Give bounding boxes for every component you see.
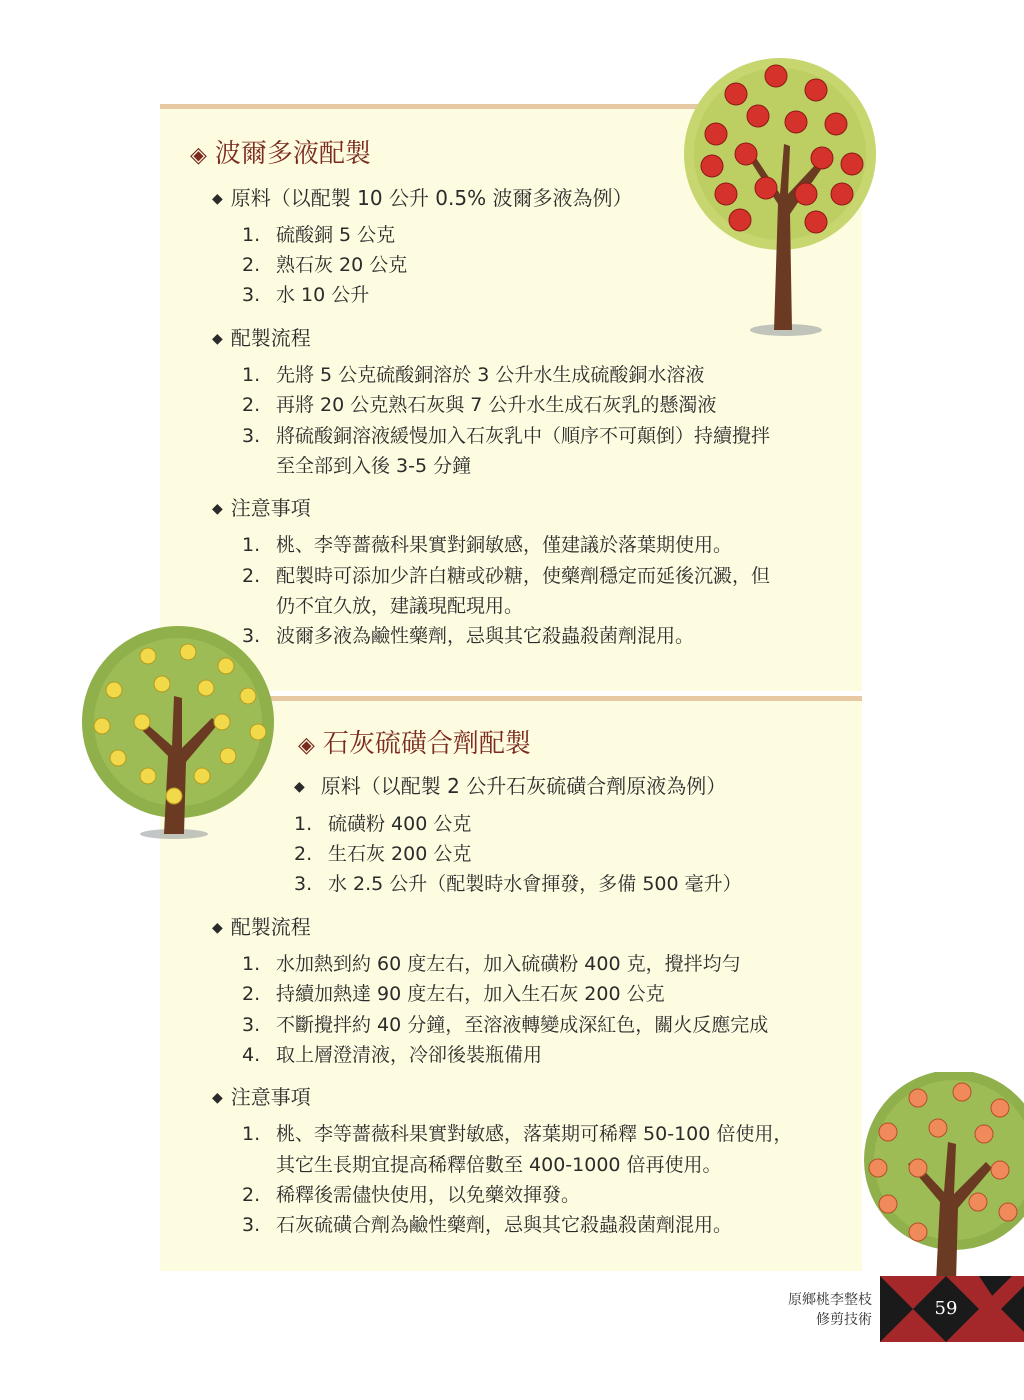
diamond-bullet-icon: ◆ (212, 191, 223, 207)
notes-heading: ◆ 注意事項 (212, 1085, 311, 1109)
list-item: 1. 先將 5 公克硫酸銅溶於 3 公升水生成硫酸銅水溶液 (242, 364, 705, 386)
list-item: 2. 再將 20 公克熟石灰與 7 公升水生成石灰乳的懸濁液 (242, 394, 717, 416)
list-item: 2. 稀釋後需儘快使用，以免藥效揮發。 (242, 1184, 581, 1206)
list-item: 1. 桃、李等薔薇科果實對銅敏感，僅建議於落葉期使用。 (242, 534, 733, 556)
list-item: 2. 持續加熱達 90 度左右，加入生石灰 200 公克 (242, 983, 665, 1005)
list-item: 3. 將硫酸銅溶液緩慢加入石灰乳中（順序不可顛倒）持續攪拌 (242, 425, 771, 447)
diamond-bullet-icon: ◆ (212, 1090, 223, 1106)
diamond-bullet-icon: ◆ (212, 331, 223, 347)
diamond-bullet-icon: ◆ (212, 920, 223, 936)
yellow-fruit-tree-illustration (78, 626, 278, 842)
list-item: 3. 水 2.5 公升（配製時水會揮發，多備 500 毫升） (294, 873, 742, 895)
section-title-bordeaux: ◈ 波爾多液配製 (190, 139, 371, 169)
list-item: 1. 桃、李等薔薇科果實對敏感，落葉期可稀釋 50-100 倍使用， (242, 1123, 793, 1145)
materials-heading: ◆ 原料（以配製 10 公升 0.5% 波爾多液為例） (212, 186, 633, 210)
diamond-outline-icon: ◈ (190, 143, 207, 168)
section-title-lime-sulfur: ◈ 石灰硫磺合劑配製 (298, 729, 531, 759)
list-item-continued: 至全部到入後 3-5 分鐘 (276, 455, 472, 477)
list-item: 2. 生石灰 200 公克 (294, 843, 472, 865)
list-item: 2. 熟石灰 20 公克 (242, 254, 408, 276)
book-title: 原鄉桃李整枝 修剪技術 (788, 1292, 872, 1328)
process-heading: ◆ 配製流程 (212, 915, 311, 939)
apple-tree-illustration (676, 54, 886, 344)
peach-tree-illustration (858, 1072, 1024, 1282)
list-item: 3. 波爾多液為鹼性藥劑，忌與其它殺蟲殺菌劑混用。 (242, 625, 695, 647)
list-item: 3. 不斷攪拌約 40 分鐘，至溶液轉變成深紅色，關火反應完成 (242, 1014, 769, 1036)
process-heading: ◆ 配製流程 (212, 326, 311, 350)
list-item-continued: 其它生長期宜提高稀釋倍數至 400-1000 倍再使用。 (276, 1154, 722, 1176)
list-item: 1. 硫酸銅 5 公克 (242, 224, 396, 246)
diamond-outline-icon: ◈ (298, 733, 315, 758)
list-item: 3. 石灰硫磺合劑為鹼性藥劑，忌與其它殺蟲殺菌劑混用。 (242, 1214, 733, 1236)
list-item: 4. 取上層澄清液，冷卻後裝瓶備用 (242, 1044, 543, 1066)
list-item: 1. 硫磺粉 400 公克 (294, 813, 472, 835)
materials-heading: ◆ 原料（以配製 2 公升石灰硫磺合劑原液為例） (294, 774, 727, 798)
page-number: 59 (934, 1298, 958, 1319)
list-item: 3. 水 10 公升 (242, 284, 370, 306)
list-item-continued: 仍不宜久放，建議現配現用。 (276, 595, 524, 617)
list-item: 1. 水加熱到約 60 度左右，加入硫磺粉 400 克，攪拌均勻 (242, 953, 741, 975)
notes-heading: ◆ 注意事項 (212, 496, 311, 520)
list-item: 2. 配製時可添加少許白糖或砂糖，使藥劑穩定而延後沉澱，但 (242, 565, 771, 587)
diamond-bullet-icon: ◆ (294, 779, 305, 795)
diamond-bullet-icon: ◆ (212, 501, 223, 517)
